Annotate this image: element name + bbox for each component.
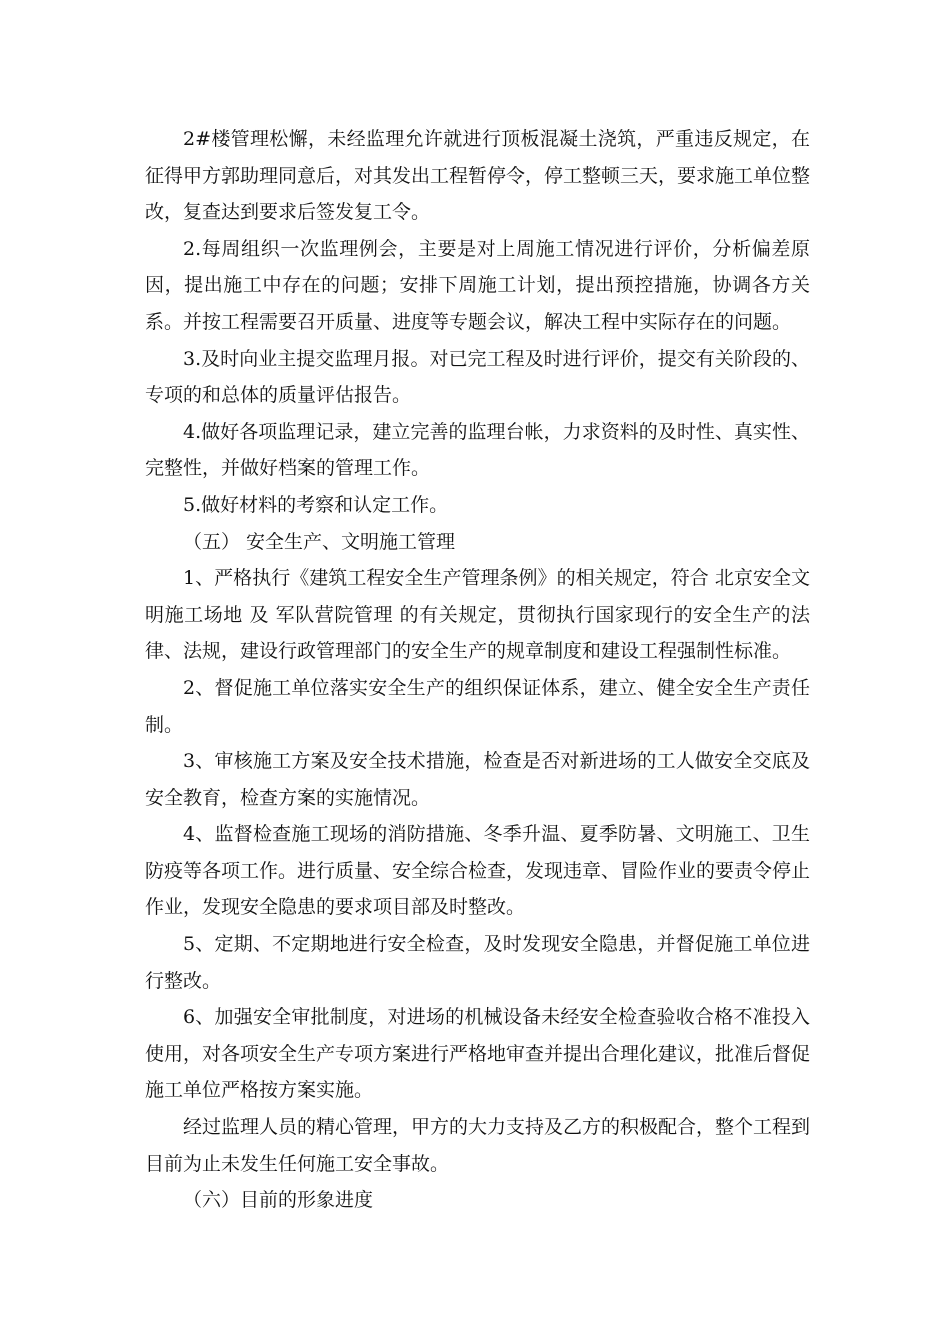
paragraph-stop-work-order: 2#楼管理松懈，未经监理允许就进行顶板混凝土浇筑，严重违反规定，在征得甲方郭助理同意后，对其发出工程暂停令，停工整顿三天，要求施工单位整改，复查达到要求后签发复工令。 (145, 128, 811, 224)
paragraph-monthly-report: 3.及时向业主提交监理月报。对已完工程及时进行评价，提交有关阶段的、专项的和总体的质量评估报告。 (145, 347, 810, 407)
section-heading-safety: （五） 安全生产、文明施工管理 (183, 530, 456, 553)
paragraph-conclusion: 经过监理人员的精心管理，甲方的大力支持及乙方的积极配合，整个工程到目前为止未发生任何施工安全事故。 (145, 1116, 811, 1175)
safety-item-1: 1、严格执行《建筑工程安全生产管理条例》的相关规定，符合 北京安全文明施工场地 及 军队营院管理 的有关规定，贯彻执行国家现行的安全生产的法律、法规，建设行政管理部门的安全生产的规章制度和建设工程强制性标准。 (145, 567, 810, 663)
paragraph-supervision-records: 4.做好各项监理记录，建立完善的监理台帐，力求资料的及时性、真实性、完整性，并做好档案的管理工作。 (145, 420, 810, 480)
safety-item-5: 5、定期、不定期地进行安全检查，及时发现安全隐患，并督促施工单位进行整改。 (145, 933, 810, 992)
safety-item-4: 4、监督检查施工现场的消防措施、冬季升温、夏季防暑、文明施工、卫生防疫等各项工作。进行质量、安全综合检查，发现违章、冒险作业的要责令停止作业，发现安全隐患的要求项目部及时整改。 (145, 823, 811, 919)
paragraph-material-inspection: 5.做好材料的考察和认定工作。 (183, 493, 449, 516)
paragraph-weekly-meeting: 2.每周组织一次监理例会，主要是对上周施工情况进行评价，分析偏差原因，提出施工中存在的问题；安排下周施工计划，提出预控措施，协调各方关系。并按工程需要召开质量、进度等专题会议，解决工程中实际存在的问题。 (145, 237, 810, 333)
safety-item-3: 3、审核施工方案及安全技术措施，检查是否对新进场的工人做安全交底及安全教育，检查方案的实施情况。 (145, 750, 810, 809)
safety-item-6: 6、加强安全审批制度，对进场的机械设备未经安全检查验收合格不准投入使用，对各项安全生产专项方案进行严格地审查并提出合理化建议，批准后督促施工单位严格按方案实施。 (145, 1006, 811, 1102)
safety-item-2: 2、督促施工单位落实安全生产的组织保证体系，建立、健全安全生产责任制。 (145, 676, 810, 736)
document-body (145, 121, 810, 1219)
section-heading-progress: （六）目前的形象进度 (183, 1189, 374, 1212)
